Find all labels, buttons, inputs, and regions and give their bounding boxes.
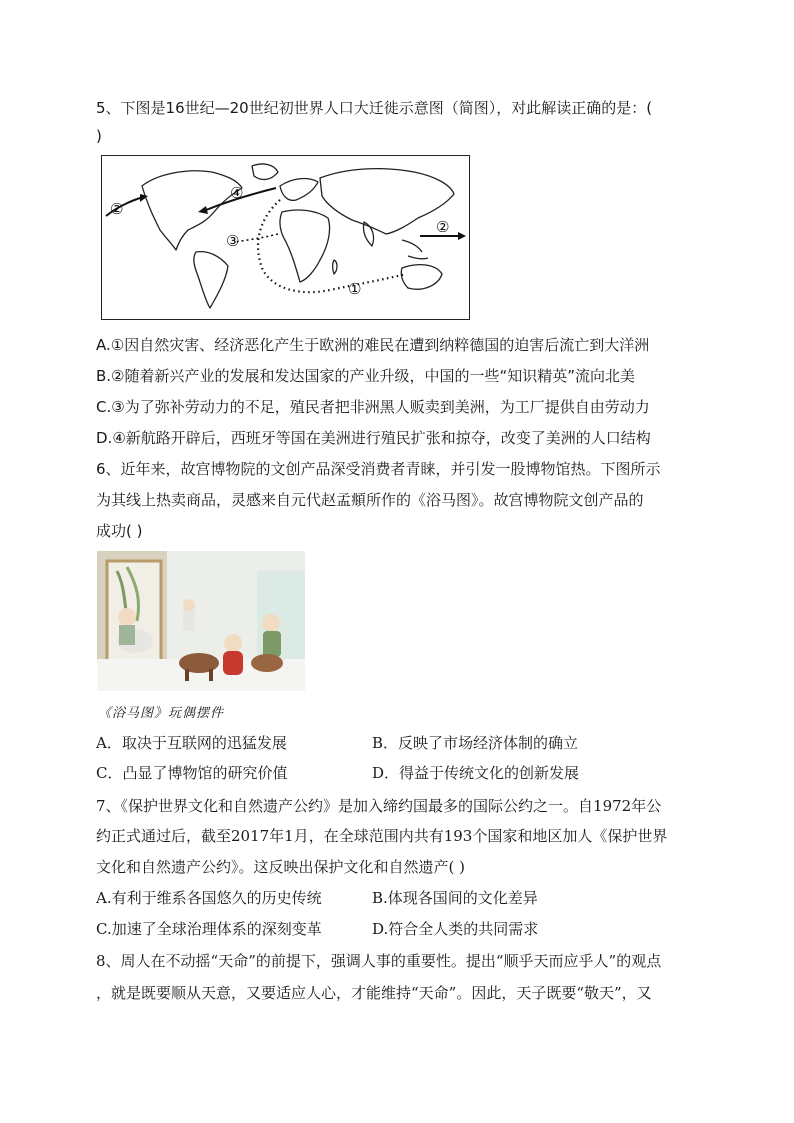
q6-stem-line2: 为其线上热卖商品，灵感来自元代赵孟頫所作的《浴马图》。故宫博物院文创产品的 bbox=[96, 491, 644, 509]
world-map-drawing bbox=[102, 156, 468, 318]
q5-stem-line2: ) bbox=[96, 127, 102, 145]
photo-caption: 《浴马图》玩偶摆件 bbox=[98, 706, 225, 721]
q8-stem-line2: ，就是既要顺从天意，又要适应人心，才能维持“天命”。因此，天子既要“敬天”，又 bbox=[96, 984, 652, 1002]
q8-stem-line1: 8、周人在不动摇“天命”的前提下，强调人事的重要性。提出“顺乎天而应乎人”的观点 bbox=[96, 952, 662, 970]
q5-option-a: A.①因自然灾害、经济恶化产生于欧洲的难民在遭到纳粹德国的迫害后流亡到大洋洲 bbox=[96, 336, 650, 354]
q6-option-d: D．得益于传统文化的创新发展 bbox=[372, 764, 580, 782]
q7-option-c: C.加速了全球治理体系的深刻变革 bbox=[96, 920, 322, 938]
map-label-4: ④ bbox=[230, 184, 244, 202]
map-label-1: ① bbox=[348, 280, 362, 298]
q7-option-b: B.体现各国间的文化差异 bbox=[372, 889, 538, 907]
q5-option-b: B.②随着新兴产业的发展和发达国家的产业升级，中国的一些“知识精英”流向北美 bbox=[96, 367, 636, 385]
q6-option-c: C．凸显了博物馆的研究价值 bbox=[96, 764, 288, 782]
world-migration-map bbox=[101, 155, 470, 320]
map-label-2-left: ② bbox=[110, 200, 124, 218]
q7-stem-line2: 约正式通过后，截至2017年1月，在全球范围内共有193个国家和地区加人《保护世界 bbox=[96, 827, 668, 845]
q7-option-d: D.符合全人类的共同需求 bbox=[372, 920, 539, 938]
q7-stem-line1: 7、《保护世界文化和自然遗产公约》是加入缔约国最多的国际公约之一。自1972年公 bbox=[96, 797, 662, 815]
q7-stem-line3: 文化和自然遗产公约》。这反映出保护文化和自然遗产( ) bbox=[96, 858, 465, 876]
q6-stem-line1: 6、近年来，故宫博物院的文创产品深受消费者青睐，并引发一股博物馆热。下图所示 bbox=[96, 460, 661, 478]
q7-option-a: A.有利于维系各国悠久的历史传统 bbox=[96, 889, 322, 907]
q6-option-a: A．取决于互联网的迅猛发展 bbox=[96, 734, 287, 752]
q6-option-b: B．反映了市场经济体制的确立 bbox=[372, 734, 579, 752]
map-label-3: ③ bbox=[226, 232, 240, 250]
figurine-photo bbox=[97, 551, 305, 691]
q5-option-c: C.③为了弥补劳动力的不足，殖民者把非洲黑人贩卖到美洲，为工厂提供自由劳动力 bbox=[96, 398, 650, 416]
q5-stem-line1: 5、下图是16世纪—20世纪初世界人口大迁徙示意图（简图），对此解读正确的是：( bbox=[96, 99, 653, 117]
q6-stem-line3: 成功( ) bbox=[96, 522, 143, 540]
q5-option-d: D.④新航路开辟后，西班牙等国在美洲进行殖民扩张和掠夺，改变了美洲的人口结构 bbox=[96, 429, 651, 447]
map-label-2-right: ② bbox=[436, 218, 450, 236]
